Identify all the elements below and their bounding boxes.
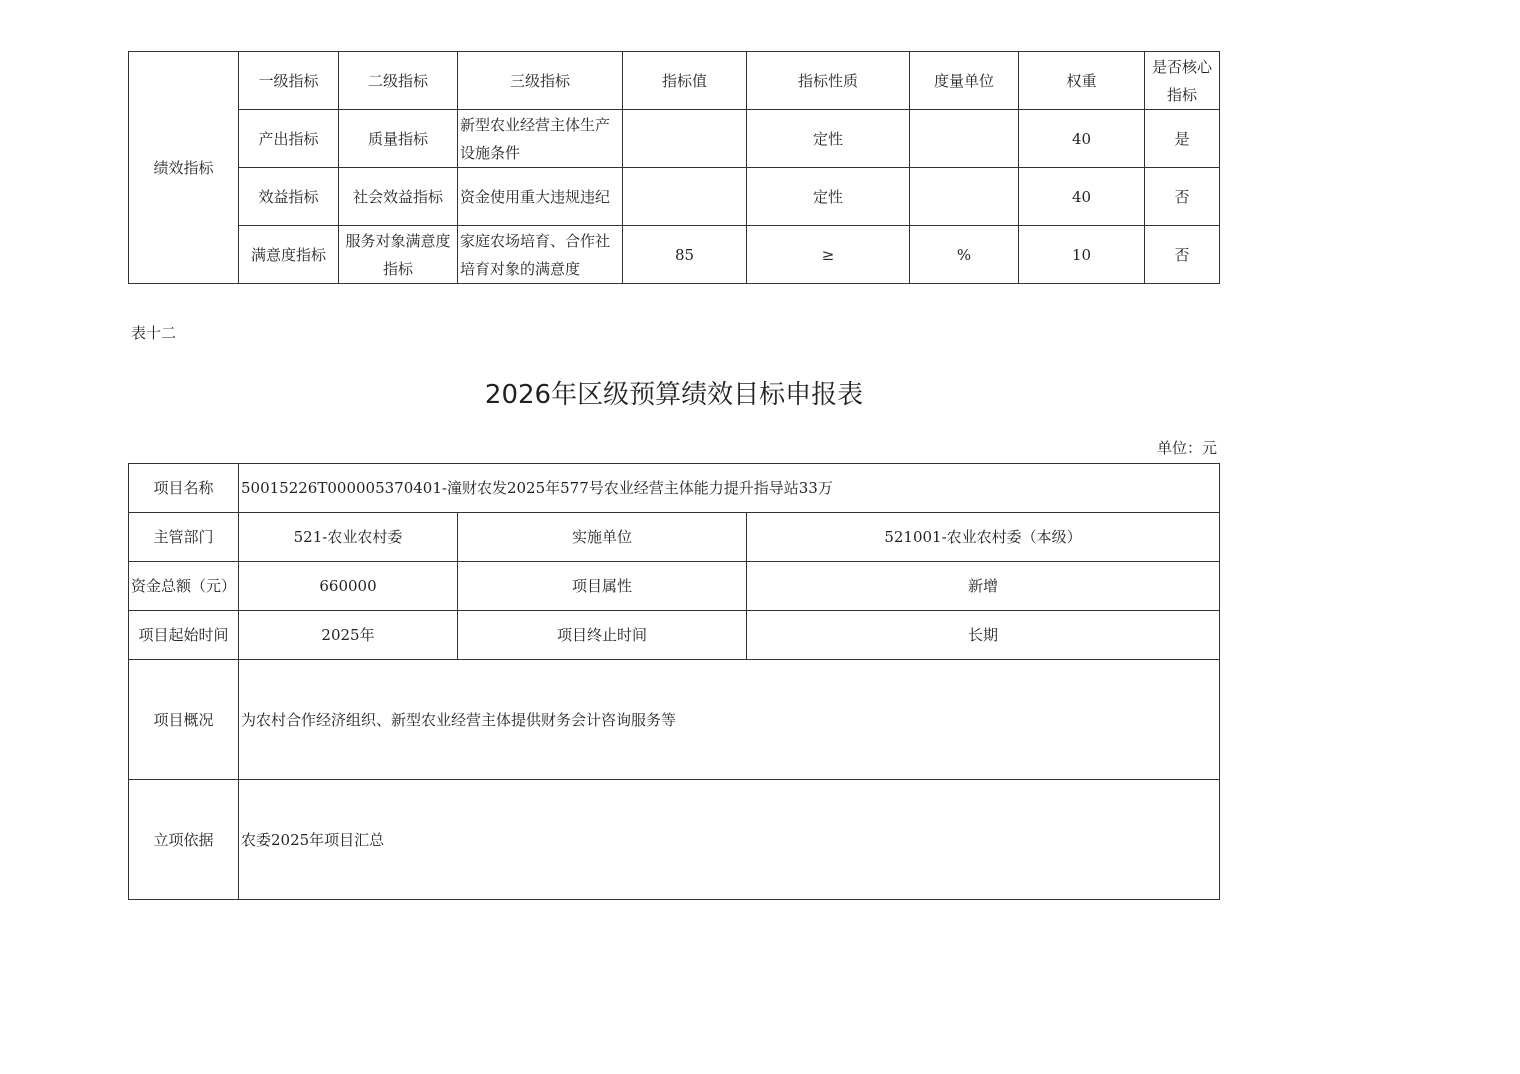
table-cell: 40: [1019, 110, 1145, 168]
table-cell: [623, 168, 747, 226]
end-value: 长期: [747, 611, 1220, 660]
table-cell: 服务对象满意度指标: [339, 226, 458, 284]
attr-value: 新增: [747, 562, 1220, 611]
header-cell: 指标性质: [747, 52, 910, 110]
table-row: [129, 611, 1220, 660]
basis-value: 农委2025年项目汇总: [239, 780, 1220, 900]
table-row: [129, 168, 1220, 226]
table-cell: 满意度指标: [239, 226, 339, 284]
header-cell: 一级指标: [239, 52, 339, 110]
table-cell: 定性: [747, 110, 910, 168]
dept-label: 主管部门: [129, 513, 239, 562]
header-cell: 度量单位: [910, 52, 1019, 110]
table-cell: 家庭农场培育、合作社培育对象的满意度: [458, 226, 623, 284]
table-row: [129, 110, 1220, 168]
header-cell: 权重: [1019, 52, 1145, 110]
table-cell: 定性: [747, 168, 910, 226]
table-cell: 质量指标: [339, 110, 458, 168]
table-number-label: 表十二: [131, 324, 177, 342]
table-cell: [623, 110, 747, 168]
project-name-label: 项目名称: [129, 464, 239, 513]
impl-value: 521001-农业农村委（本级）: [747, 513, 1220, 562]
header-cell: 指标值: [623, 52, 747, 110]
table-row: [129, 660, 1220, 780]
table-row: [129, 513, 1220, 562]
table-cell: 否: [1145, 168, 1220, 226]
table-cell: 新型农业经营主体生产设施条件: [458, 110, 623, 168]
fund-label: 资金总额（元）: [129, 562, 239, 611]
unit-label: 单位：元: [1156, 439, 1217, 457]
basis-label: 立项依据: [129, 780, 239, 900]
attr-label: 项目属性: [458, 562, 747, 611]
table-cell: 效益指标: [239, 168, 339, 226]
table-row: [129, 464, 1220, 513]
project-info-table: [128, 463, 1220, 900]
header-cell: 三级指标: [458, 52, 623, 110]
page-title: 2026年区级预算绩效目标申报表: [484, 380, 864, 410]
impl-label: 实施单位: [458, 513, 747, 562]
project-name-value: 50015226T000005370401-潼财农发2025年577号农业经营主体能力提升指导站33万: [239, 464, 1220, 513]
table-cell: 是: [1145, 110, 1220, 168]
table-cell: 85: [623, 226, 747, 284]
performance-indicator-table: [128, 51, 1220, 284]
overview-label: 项目概况: [129, 660, 239, 780]
overview-value: 为农村合作经济组织、新型农业经营主体提供财务会计咨询服务等: [239, 660, 1220, 780]
dept-value: 521-农业农村委: [239, 513, 458, 562]
header-cell: 是否核心指标: [1145, 52, 1220, 110]
table-cell: [910, 110, 1019, 168]
table-row: [129, 226, 1220, 284]
table-cell: 资金使用重大违规违纪: [458, 168, 623, 226]
table-header-row: [129, 52, 1220, 110]
table-cell: [910, 168, 1019, 226]
table-cell: 否: [1145, 226, 1220, 284]
table-cell: 10: [1019, 226, 1145, 284]
header-cell: 二级指标: [339, 52, 458, 110]
table-row: [129, 562, 1220, 611]
end-label: 项目终止时间: [458, 611, 747, 660]
row-label-performance: 绩效指标: [129, 52, 239, 284]
table-cell: ≥: [747, 226, 910, 284]
table-cell: 产出指标: [239, 110, 339, 168]
table-cell: 40: [1019, 168, 1145, 226]
fund-value: 660000: [239, 562, 458, 611]
start-label: 项目起始时间: [129, 611, 239, 660]
table-cell: 社会效益指标: [339, 168, 458, 226]
start-value: 2025年: [239, 611, 458, 660]
table-cell: %: [910, 226, 1019, 284]
table-row: [129, 780, 1220, 900]
